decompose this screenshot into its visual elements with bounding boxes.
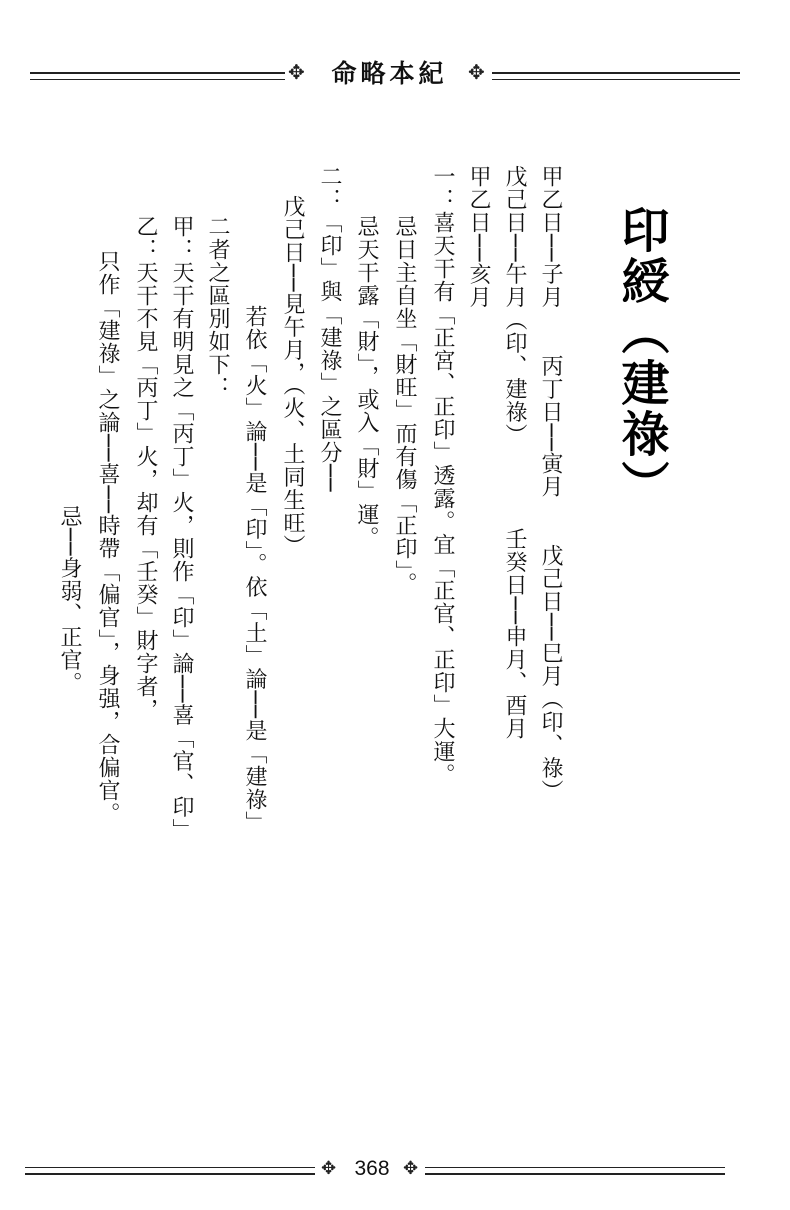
chapter-title: 印綬（建祿） (613, 205, 669, 511)
footer-rule-left (25, 1167, 315, 1175)
text-column-11: 甲：天干有明見之「丙丁」火，則作「印」論──喜「官、印」 (169, 215, 194, 842)
text-column-10: 二者之區別如下： (205, 215, 230, 399)
text-column-14: 忌──身弱、正官。 (57, 505, 82, 695)
footer-ornament-left-icon: ✥ (321, 1158, 337, 1179)
header-ornament-left-icon: ✥ (288, 60, 305, 84)
header-rule-right (492, 72, 740, 80)
footer-rule-right (425, 1167, 725, 1175)
text-column-9: 若依「火」論──是「印」。依「土」論──是「建祿」 (242, 305, 267, 834)
header-title: 命略本紀 (331, 59, 448, 88)
text-column-8: 戊己日──見午月，（火、土同生旺） (280, 195, 305, 558)
header-rule-left (30, 72, 285, 80)
text-column-4: 一：喜天干有「正宮、正印」透露。宜「正官、正印」大運。 (430, 165, 455, 786)
page-footer (25, 1157, 725, 1187)
text-column-6: 忌天干露「財」，或入「財」運。 (354, 215, 379, 549)
text-column-13: 只作「建祿」之論──喜──時帶「偏官」，身强，合偏官。 (95, 250, 120, 825)
running-header (30, 58, 740, 98)
text-column-12: 乙：天干不見「丙丁」火，却有「壬癸」財字者， (133, 215, 158, 721)
text-column-7: 二：「印」與「建祿」之區分── (317, 165, 342, 493)
text-column-1: 甲乙日──子月 丙丁日──寅月 戊己日──巳月（印、祿） (538, 165, 563, 803)
text-column-3: 甲乙日──亥月 (466, 165, 491, 309)
page-number: 368 (354, 1157, 390, 1180)
text-column-5: 忌日主自坐「財旺」而有傷「正印」。 (392, 215, 417, 595)
header-ornament-right-icon: ✥ (468, 60, 485, 84)
text-column-2: 戊己日──午月（印、建祿） 壬癸日──申月、酉月 (502, 165, 527, 740)
footer-ornament-right-icon: ✥ (403, 1158, 419, 1179)
